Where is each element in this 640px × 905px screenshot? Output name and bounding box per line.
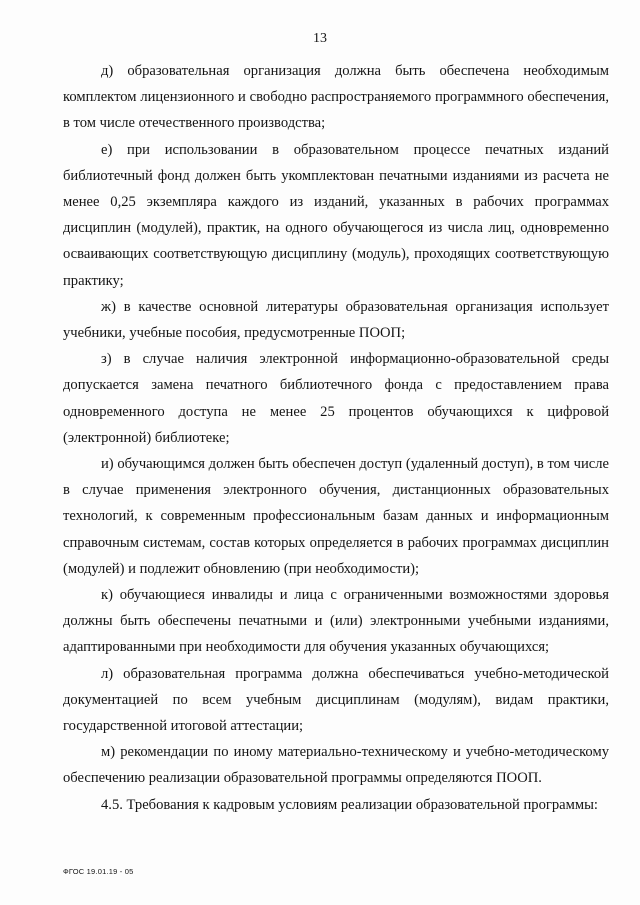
paragraph-k: к) обучающиеся инвалиды и лица с ограниченными возможностями здоровья должны быть обеспечены печатными и (или) электронными учебными изданиями, адаптированными при необходимости для обучения указанных обучающихся; (63, 587, 609, 656)
page-number: 13 (313, 31, 327, 46)
paragraph-m: м) рекомендации по иному материально-техническому и учебно-методическому обеспечению реализации образовательной программы определяются ПООП. (63, 744, 609, 787)
paragraph-d: д) образовательная организация должна быть обеспечена необходимым комплектом лицензионного и свободно распространяемого программного обеспечения, в том числе отечественного производства; (63, 63, 609, 132)
paragraph-i: и) обучающимся должен быть обеспечен доступ (удаленный доступ), в том числе в случае применения электронного обучения, дистанционных образовательных технологий, к современным профессиональным базам данных и информационным справочным системам, состав которых определяется в рабочих программах дисциплин (модулей) и подлежит обновлению (при необходимости); (63, 456, 609, 577)
paragraph-zh: ж) в качестве основной литературы образовательная организация использует учебники, учебные пособия, предусмотренные ПООП; (63, 298, 609, 342)
paragraph-l: л) образовательная программа должна обеспечиваться учебно-методической документацией по всем учебным дисциплинам (модулям), видам практики, государственной итоговой аттестации; (63, 665, 609, 735)
section-heading-4-5: 4.5. Требования к кадровым условиям реализации образовательной программы: (101, 796, 598, 813)
paragraph-e: е) при использовании в образовательном процессе печатных изданий библиотечный фонд должен быть укомплектован печатными изданиями из расчета не менее 0,25 экземпляра каждого из изданий, указанных в рабочих программах дисциплин (модулей), практик, на одного обучающегося из числа лиц, одновременно осваивающих соответствующую дисциплину (модуль), проходящих соответствующую практику; (63, 141, 609, 289)
document-body (63, 58, 609, 818)
footer-document-code: ФГОС 19.01.19 - 05 (63, 867, 134, 876)
paragraph-z: з) в случае наличия электронной информационно-образовательной среды допускается замена печатного библиотечного фонда с предоставлением права одновременного доступа не менее 25 процентов обучающихся к цифровой (электронной) библиотеке; (63, 351, 609, 446)
